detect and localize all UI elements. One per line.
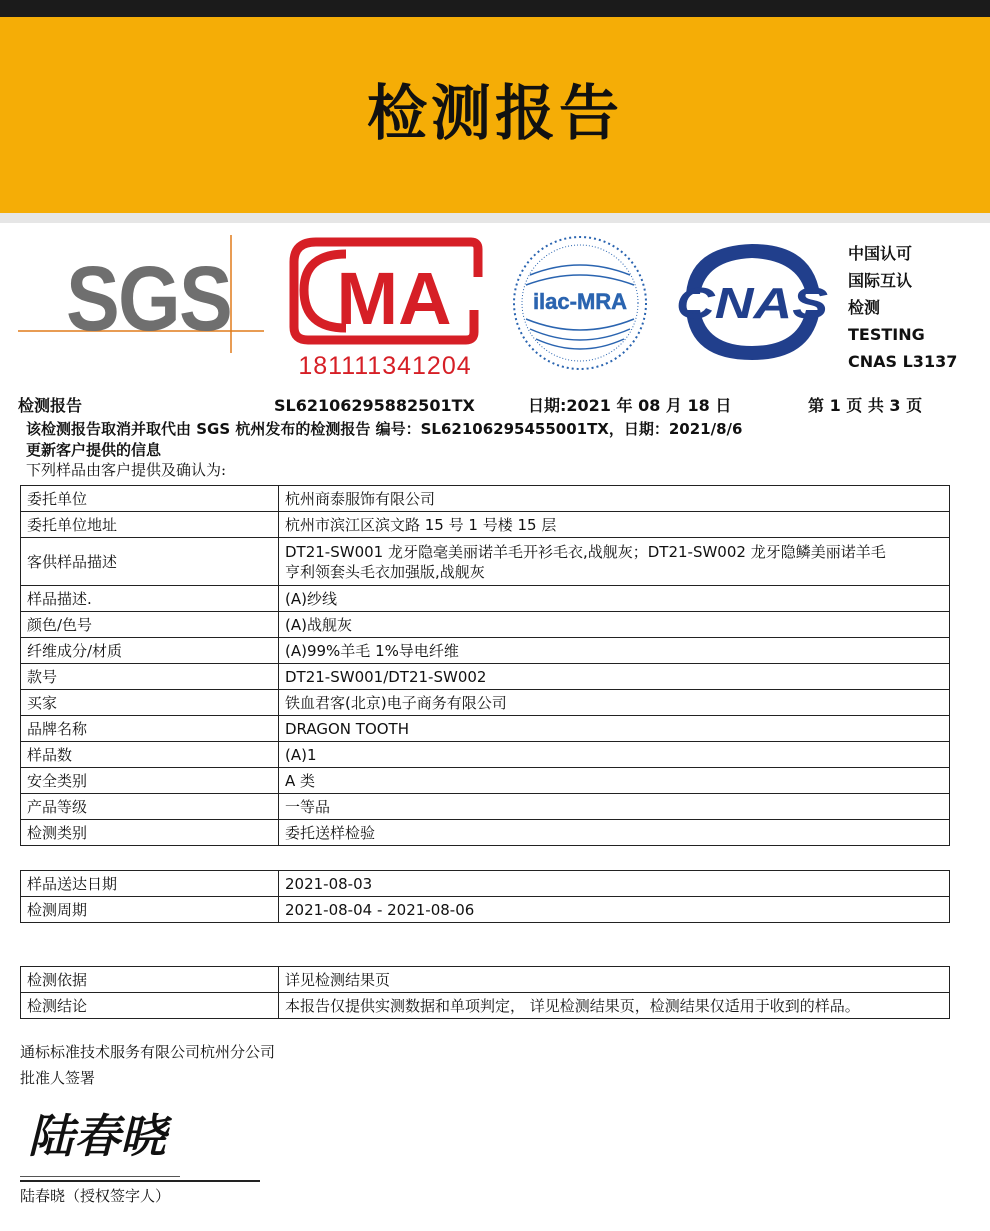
dates-table (20, 870, 950, 923)
banner-shadow-bar (0, 213, 990, 223)
field-label: 委托单位地址 (21, 512, 279, 538)
field-label: 安全类别 (21, 768, 279, 794)
field-label: 品牌名称 (21, 716, 279, 742)
field-value-line: 亨利领套头毛衣加强版,战舰灰 (285, 562, 485, 581)
field-label: 买家 (21, 690, 279, 716)
table-row (21, 638, 950, 664)
sgs-logo (18, 235, 264, 353)
field-value: 铁血君客(北京)电子商务有限公司 (279, 690, 950, 716)
field-value: 本报告仅提供实测数据和单项判定， 详见检测结果页，检测结果仅适用于收到的样品。 (279, 993, 950, 1019)
field-label: 纤维成分/材质 (21, 638, 279, 664)
svg-text:MA: MA (336, 257, 452, 340)
handwritten-signature (24, 1100, 184, 1170)
field-value: (A)1 (279, 742, 950, 768)
field-value: (A)纱线 (279, 586, 950, 612)
company-name: 通标标准技术服务有限公司杭州分公司 (20, 1043, 276, 1061)
cnas-line: 中国认可 (848, 244, 913, 263)
svg-text:SGS: SGS (66, 248, 231, 350)
cnas-line: TESTING (848, 325, 925, 344)
field-label: 样品描述. (21, 586, 279, 612)
svg-text:CNAS: CNAS (676, 279, 828, 328)
field-value: 杭州市滨江区滨文路 15 号 1 号楼 15 层 (279, 512, 950, 538)
field-label: 检测类别 (21, 820, 279, 846)
field-label: 产品等级 (21, 794, 279, 820)
table-row (21, 690, 950, 716)
cnas-line: 国际互认 (848, 271, 913, 290)
table-row (21, 993, 950, 1019)
table-row (21, 716, 950, 742)
field-value: 杭州商泰服饰有限公司 (279, 486, 950, 512)
table-row (21, 486, 950, 512)
top-dark-bar (0, 0, 990, 17)
update-note: 更新客户提供的信息 (26, 441, 162, 459)
signature-line (20, 1176, 180, 1177)
table-row (21, 897, 950, 923)
intro-text: 下列样品由客户提供及确认为: (26, 461, 227, 479)
field-value: (A)战舰灰 (279, 612, 950, 638)
table-row (21, 664, 950, 690)
cnas-line: 检测 (848, 298, 881, 317)
table-row (21, 538, 950, 586)
sample-info-table (20, 485, 950, 846)
field-value: 详见检测结果页 (279, 967, 950, 993)
cnas-line: CNAS L3137 (848, 352, 958, 371)
cma-logo (286, 232, 484, 382)
svg-text:181111341204: 181111341204 (298, 352, 472, 380)
field-value: A 类 (279, 768, 950, 794)
table-row (21, 871, 950, 897)
field-label: 样品数 (21, 742, 279, 768)
field-label: 样品送达日期 (21, 871, 279, 897)
table-row (21, 820, 950, 846)
field-label: 委托单位 (21, 486, 279, 512)
field-label: 颜色/色号 (21, 612, 279, 638)
svg-text:陆春晓: 陆春晓 (28, 1109, 166, 1163)
field-value: DRAGON TOOTH (279, 716, 950, 742)
table-row (21, 612, 950, 638)
field-label: 检测依据 (21, 967, 279, 993)
report-number: SL62106295882501TX (274, 396, 475, 415)
conclusion-table (20, 966, 950, 1019)
report-date: 日期:2021 年 08 月 18 日 (528, 396, 732, 415)
table-row (21, 967, 950, 993)
supersede-note: 该检测报告取消并取代由 SGS 杭州发布的检测报告 编号：SL62106295455001TX，日期：2021/8/6 (26, 420, 743, 438)
svg-text:ilac-MRA: ilac-MRA (532, 289, 628, 314)
field-label: 客供样品描述 (21, 538, 279, 586)
table-row (21, 742, 950, 768)
table-row (21, 768, 950, 794)
field-value: 2021-08-04 - 2021-08-06 (279, 897, 950, 923)
field-value: 一等品 (279, 794, 950, 820)
field-label: 检测周期 (21, 897, 279, 923)
field-value-line: DT21-SW001 龙牙隐毫美丽诺羊毛开衫毛衣,战舰灰；DT21-SW002 龙牙隐鳞美丽诺羊毛 (285, 542, 886, 561)
field-value: 委托送样检验 (279, 820, 950, 846)
field-label: 款号 (21, 664, 279, 690)
signature-underline (20, 1180, 260, 1182)
title-banner (0, 17, 990, 213)
table-row (21, 512, 950, 538)
field-value: (A)99%羊毛 1%导电纤维 (279, 638, 950, 664)
report-label: 检测报告 (18, 396, 83, 415)
ilac-mra-logo (510, 233, 650, 373)
cnas-accreditation-text (848, 240, 988, 375)
field-label: 检测结论 (21, 993, 279, 1019)
cnas-logo (672, 236, 832, 366)
banner-title: 检测报告 (367, 79, 623, 149)
table-row (21, 586, 950, 612)
field-value (279, 538, 950, 586)
table-row (21, 794, 950, 820)
field-value: DT21-SW001/DT21-SW002 (279, 664, 950, 690)
signatory-name: 陆春晓（授权签字人） (20, 1187, 171, 1205)
field-value: 2021-08-03 (279, 871, 950, 897)
approver-label: 批准人签署 (20, 1069, 96, 1087)
page-indicator: 第 1 页 共 3 页 (808, 396, 923, 415)
